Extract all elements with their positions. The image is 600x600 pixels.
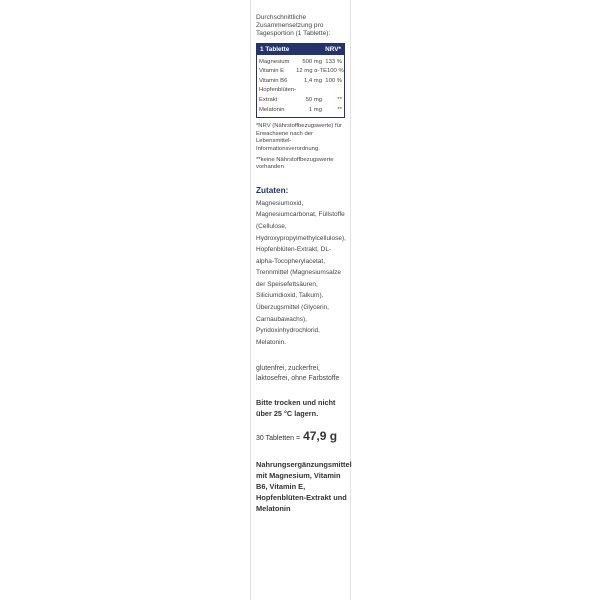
- table-row: [259, 77, 342, 87]
- nutrition-table-body: [257, 55, 344, 118]
- weight-value: 47,9 g: [303, 429, 338, 444]
- nutrient-amount: 1,4 mg: [303, 77, 322, 84]
- nutrient-name: Melatonin: [259, 106, 285, 113]
- footnote-no-nrv: **keine Nährstoffbezugswerte vorhanden: [256, 156, 334, 171]
- nutrient-amount: 500 mg: [302, 58, 322, 65]
- nutrient-nrv: [322, 86, 342, 96]
- nutrient-amount: [296, 86, 322, 96]
- header-nrv: NRV*: [325, 45, 341, 53]
- ingredients-text: Magnesiumoxid, Magnesiumcarbonat, Füllstoffe (Cellulose, Hydroxypropylmethylcellulose), Hopfenblüten-Extrakt, DL-alpha-Tocopherylacetat, Trennmittel (Magnesiumsalze der Speisefettsäuren, Siliciumdioxid, Talkum), Überzugsmittel (Glycerin, Carnaubawachs), Pyridoxinhydrochlorid, Melatonin.: [256, 199, 346, 346]
- footnote-nrv: *NRV (Nährstoffbezugswerte) für Erwachsene nach der Lebensmittel-Informationsverordnung.: [256, 123, 342, 152]
- ingredients-title: Zutaten:: [256, 185, 289, 195]
- table-row: [259, 106, 342, 116]
- free-from-text: glutenfrei, zuckerfrei, laktosefrei, ohne Farbstoffe: [256, 365, 340, 383]
- nutrient-nrv: **: [337, 106, 342, 113]
- nutrient-name: Extrakt: [259, 96, 278, 103]
- weight-label: 30 Tabletten =: [256, 435, 301, 443]
- label-content: [256, 14, 352, 514]
- net-weight: [256, 429, 348, 443]
- nutrient-amount: 1 mg: [308, 106, 322, 113]
- nutrient-name: Hopfenblüten-: [259, 87, 297, 94]
- product-description: Nahrungsergänzungsmittel mit Magnesium, Vitamin B6, Vitamin E, Hopfenblüten-Extrakt und Melatonin: [256, 460, 352, 514]
- table-row: [259, 86, 342, 96]
- nutrient-nrv: 100 %: [325, 77, 342, 84]
- footnotes: [256, 123, 348, 172]
- nutrient-nrv: **: [337, 96, 342, 103]
- nutrient-nrv: 100 %: [327, 68, 344, 75]
- header-serving: 1 Tablette: [260, 45, 290, 53]
- table-row: [259, 58, 342, 68]
- nutrient-name: Magnesium: [259, 58, 290, 65]
- table-row: [259, 96, 342, 106]
- nutrient-amount: 12 mg α-TE: [296, 68, 327, 75]
- nutrient-name: Vitamin E: [259, 68, 285, 75]
- nutrient-name: Vitamin B6: [259, 77, 288, 84]
- nutrition-table: [256, 43, 345, 119]
- storage-instructions: Bitte trocken und nicht über 25 °C lagern.: [256, 398, 336, 418]
- nutrient-nrv: 133 %: [325, 58, 342, 65]
- nutrient-amount: 50 mg: [305, 96, 322, 103]
- nutrition-table-header: [257, 44, 344, 55]
- intro-text: Durchschnittliche Zusammensetzung pro Tagesportion (1 Tablette):: [256, 14, 331, 38]
- table-row: [259, 67, 342, 77]
